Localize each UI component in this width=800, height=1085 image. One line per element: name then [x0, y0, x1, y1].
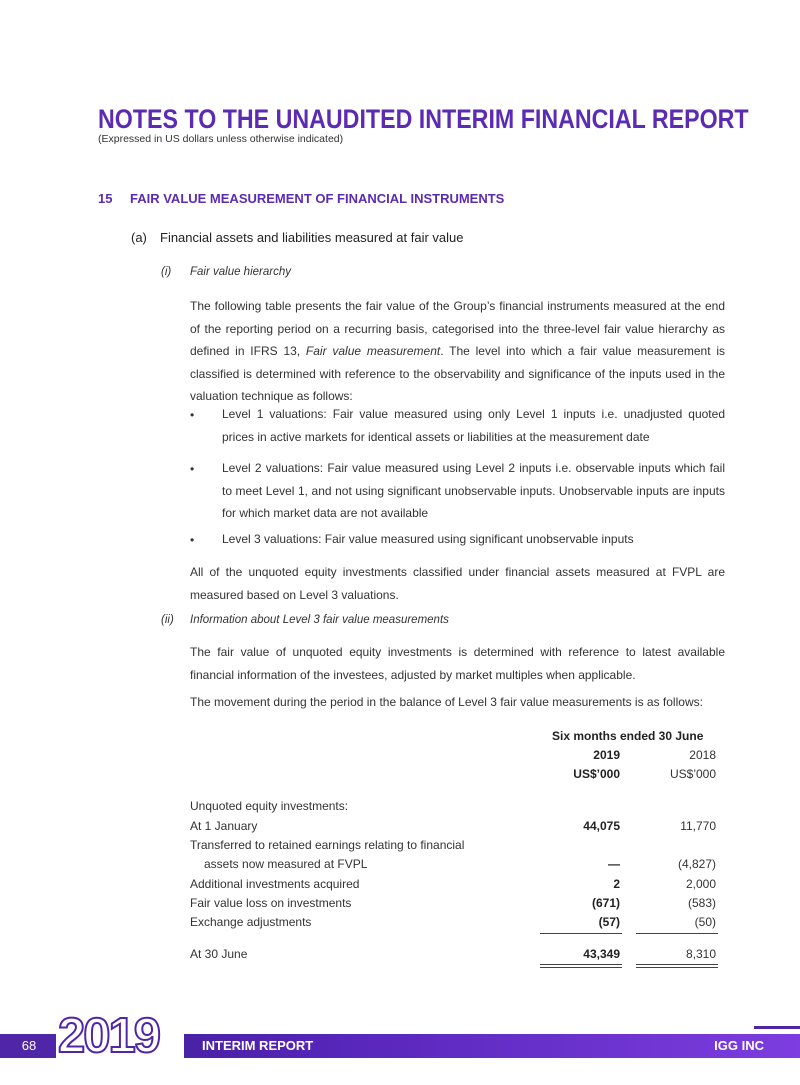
bullet-level-3: Level 3 valuations: Fair value measured using significant unobservable inputs — [222, 532, 634, 546]
total-double-rule-2018 — [636, 964, 718, 965]
footer-corner-accent — [754, 1026, 800, 1029]
year-logo: 2019 — [58, 1009, 160, 1063]
total-double-rule-2019 — [540, 967, 622, 968]
table-row-label: Exchange adjustments — [190, 915, 312, 929]
table-row-label: Additional investments acquired — [190, 877, 360, 891]
total-double-rule-2019 — [540, 964, 622, 965]
table-cell-2019: (57) — [598, 915, 620, 929]
table-cell-2018: 11,770 — [680, 819, 716, 833]
subtotal-rule-2019 — [540, 933, 622, 934]
bullet-level-2: Level 2 valuations: Fair value measured using Level 2 inputs i.e. observable inputs which fail to meet Level 1, and not using significant unobservable inputs. Unobservable inputs are inputs for which market data are not available — [222, 461, 725, 520]
table-period-header: Six months ended 30 June — [552, 729, 704, 743]
table-row-label: assets now measured at FVPL — [204, 857, 368, 871]
subsection-a-title: Financial assets and liabilities measured at fair value — [160, 230, 464, 245]
paragraph-part: The following table presents the fair value of the Group’s financial instruments measured at the end of the reporting period on a recurring basis, categorised into the three-level fair value hierarchy as defined in IFRS 13, — [190, 299, 725, 358]
section-number: 15 — [98, 191, 113, 206]
table-cell-2019: 44,075 — [583, 819, 620, 833]
table-cell-2018: (583) — [687, 896, 716, 910]
table-cell-2019: 2 — [613, 877, 620, 891]
section-title: FAIR VALUE MEASUREMENT OF FINANCIAL INSTRUMENTS — [130, 191, 505, 206]
table-year-2019: 2019 — [593, 748, 620, 762]
footer-company-name: IGG INC — [714, 1038, 764, 1053]
paragraph-unquoted-equity: All of the unquoted equity investments classified under financial assets measured at FVPL are measured based on Level 3 valuations. — [190, 565, 725, 602]
table-row-label: Fair value loss on investments — [190, 896, 352, 910]
subsection-i-number: (i) — [161, 266, 172, 278]
table-total-2018: 8,310 — [685, 947, 716, 961]
table-total-label: At 30 June — [190, 947, 248, 961]
table-row-label: Transferred to retained earnings relating to financial — [190, 838, 465, 852]
page-subtitle: (Expressed in US dollars unless otherwise indicated) — [98, 133, 344, 145]
bullet-icon: • — [190, 462, 195, 476]
paragraph-level3-method: The fair value of unquoted equity investments is determined with reference to latest available financial information of the investees, adjusted by market multiples when applicable. — [190, 645, 725, 682]
bullet-level-1: Level 1 valuations: Fair value measured using only Level 1 inputs i.e. unadjusted quoted prices in active markets for identical assets or liabilities at the measurement date — [222, 407, 725, 444]
page-title: NOTES TO THE UNAUDITED INTERIM FINANCIAL REPORT — [98, 104, 749, 134]
table-cell-2018: (50) — [694, 915, 716, 929]
footer-report-label: INTERIM REPORT — [202, 1038, 314, 1053]
table-cell-2018: 2,000 — [685, 877, 716, 891]
table-total-2019: 43,349 — [583, 947, 620, 961]
table-cell-2018: (4,827) — [677, 857, 716, 871]
paragraph-part: . The level into which a fair value measurement is classified is determined with reference to the observability and significance of the inputs used in the valuation technique as follows: — [190, 344, 726, 403]
subsection-ii-number: (ii) — [161, 614, 174, 626]
subsection-a-number: (a) — [131, 230, 147, 245]
paragraph-italic-term: Fair value measurement — [305, 344, 441, 358]
table-year-2018: 2018 — [689, 748, 716, 762]
table-unit-2019: US$’000 — [573, 767, 620, 781]
total-double-rule-2018 — [636, 967, 718, 968]
bullet-icon: • — [190, 408, 195, 422]
subtotal-rule-2018 — [636, 933, 718, 934]
table-cell-2019: (671) — [591, 896, 620, 910]
subsection-ii-title: Information about Level 3 fair value measurements — [190, 614, 449, 626]
bullet-icon: • — [190, 533, 195, 547]
subsection-i-title: Fair value hierarchy — [190, 266, 291, 278]
table-cell-2019: — — [608, 857, 620, 871]
table-group-label: Unquoted equity investments: — [190, 799, 349, 813]
paragraph-fair-value-hierarchy — [190, 295, 725, 408]
table-unit-2018: US$’000 — [669, 767, 716, 781]
paragraph-movement-intro: The movement during the period in the balance of Level 3 fair value measurements is as follows: — [190, 695, 703, 709]
table-row-label: At 1 January — [190, 819, 258, 833]
page-number: 68 — [21, 1038, 37, 1053]
